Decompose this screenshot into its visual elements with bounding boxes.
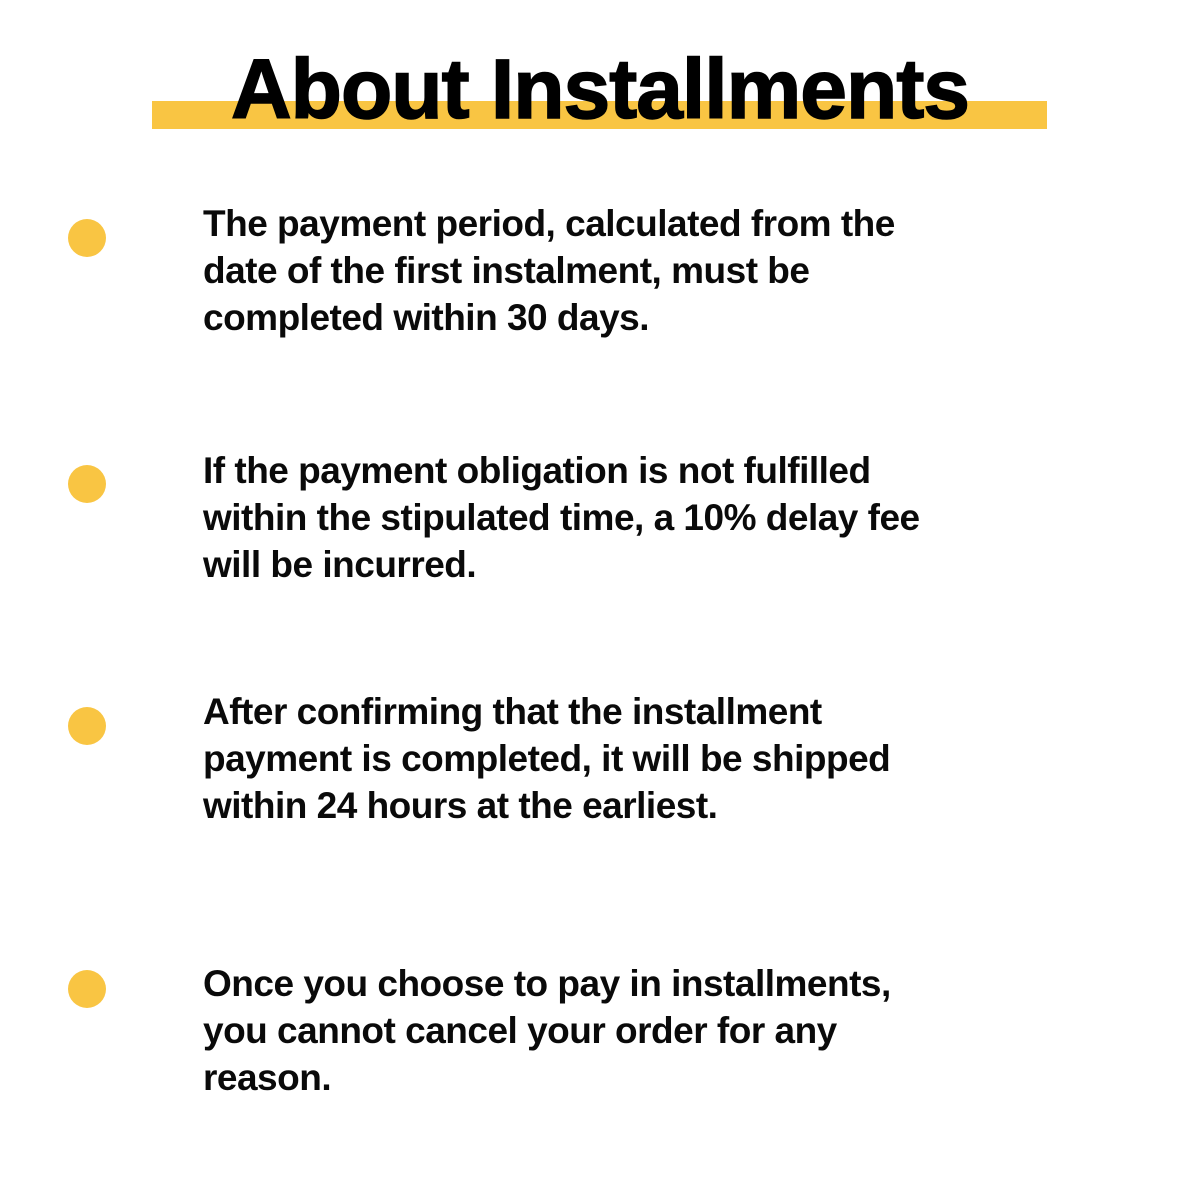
paragraph-line: will be incurred. xyxy=(203,544,477,585)
paragraph-line: within the stipulated time, a 10% delay fee xyxy=(203,497,920,538)
bullet-paragraph xyxy=(203,960,1063,1101)
bullet-dot xyxy=(68,219,106,257)
page-title: About Installments xyxy=(230,42,970,136)
paragraph-line: After confirming that the installment xyxy=(203,691,822,732)
paragraph-line: The payment period, calculated from the xyxy=(203,203,895,244)
paragraph-line: within 24 hours at the earliest. xyxy=(203,785,718,826)
paragraph-line: date of the first instalment, must be xyxy=(203,250,810,291)
paragraph-line: reason. xyxy=(203,1057,332,1098)
bullet-dot xyxy=(68,970,106,1008)
paragraph-line: you cannot cancel your order for any xyxy=(203,1010,837,1051)
paragraph-line: payment is completed, it will be shipped xyxy=(203,738,891,779)
bullet-paragraph xyxy=(203,447,1063,588)
paragraph-line: completed within 30 days. xyxy=(203,297,650,338)
paragraph-line: Once you choose to pay in installments, xyxy=(203,963,891,1004)
bullet-dot xyxy=(68,465,106,503)
bullet-paragraph xyxy=(203,200,1063,341)
paragraph-line: If the payment obligation is not fulfilled xyxy=(203,450,871,491)
bullet-dot xyxy=(68,707,106,745)
bullet-paragraph xyxy=(203,688,1063,829)
